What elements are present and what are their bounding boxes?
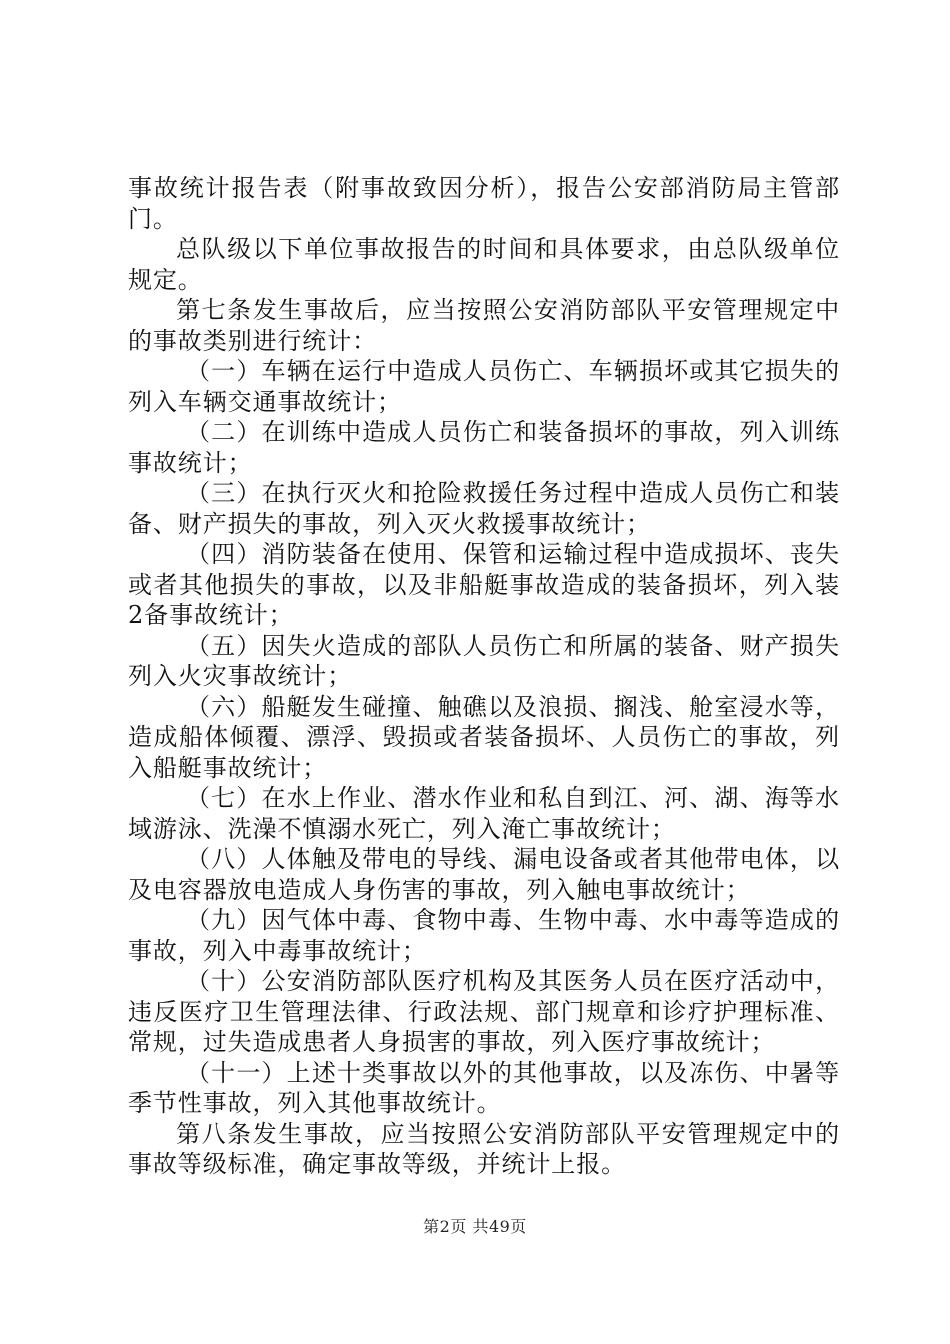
document-body xyxy=(128,173,840,1180)
list-item-10: （十）公安消防部队医疗机构及其医务人员在医疗活动中，违反医疗卫生管理法律、行政法规、部门规章和诊疗护理标准、常规，过失造成患者人身损害的事故，列入医疗事故统计； xyxy=(128,967,840,1056)
page-number-footer: 第2页 共49页 xyxy=(423,1217,527,1236)
paragraph-article-8: 第八条发生事故，应当按照公安消防部队平安管理规定中的事故等级标准，确定事故等级，并统计上报。 xyxy=(128,1119,840,1178)
list-item-8: （八）人体触及带电的导线、漏电设备或者其他带电体，以及电容器放电造成人身伤害的事故，列入触电事故统计； xyxy=(128,845,840,904)
list-item-9: （九）因气体中毒、食物中毒、生物中毒、水中毒等造成的事故，列入中毒事故统计； xyxy=(128,906,840,965)
paragraph-report-form: 事故统计报告表（附事故致因分析），报告公安部消防局主管部门。 xyxy=(128,174,840,233)
list-item-1: （一）车辆在运行中造成人员伤亡、车辆损坏或其它损失的列入车辆交通事故统计； xyxy=(128,357,840,416)
list-item-5: （五）因失火造成的部队人员伤亡和所属的装备、财产损失列入火灾事故统计； xyxy=(128,631,840,690)
list-item-6: （六）船艇发生碰撞、触礁以及浪损、搁浅、舱室浸水等，造成船体倾覆、漂浮、毁损或者装备损坏、人员伤亡的事故，列入船艇事故统计； xyxy=(128,692,840,782)
list-item-3: （三）在执行灭火和抢险救援任务过程中造成人员伤亡和装备、财产损失的事故，列入灭火救援事故统计； xyxy=(128,479,840,538)
list-item-4: （四）消防装备在使用、保管和运输过程中造成损坏、丧失或者其他损失的事故，以及非船艇事故造成的装备损坏，列入装2备事故统计； xyxy=(128,540,840,629)
list-item-7: （七）在水上作业、潜水作业和私自到江、河、湖、海等水域游泳、洗澡不慎溺水死亡，列入淹亡事故统计； xyxy=(128,784,840,843)
paragraph-article-7: 第七条发生事故后，应当按照公安消防部队平安管理规定中的事故类别进行统计： xyxy=(128,296,840,355)
list-item-11: （十一）上述十类事故以外的其他事故，以及冻伤、中暑等季节性事故，列入其他事故统计。 xyxy=(128,1058,840,1117)
list-item-2: （二）在训练中造成人员伤亡和装备损坏的事故，列入训练事故统计； xyxy=(128,418,840,477)
paragraph-report-time: 总队级以下单位事故报告的时间和具体要求，由总队级单位规定。 xyxy=(128,235,840,294)
